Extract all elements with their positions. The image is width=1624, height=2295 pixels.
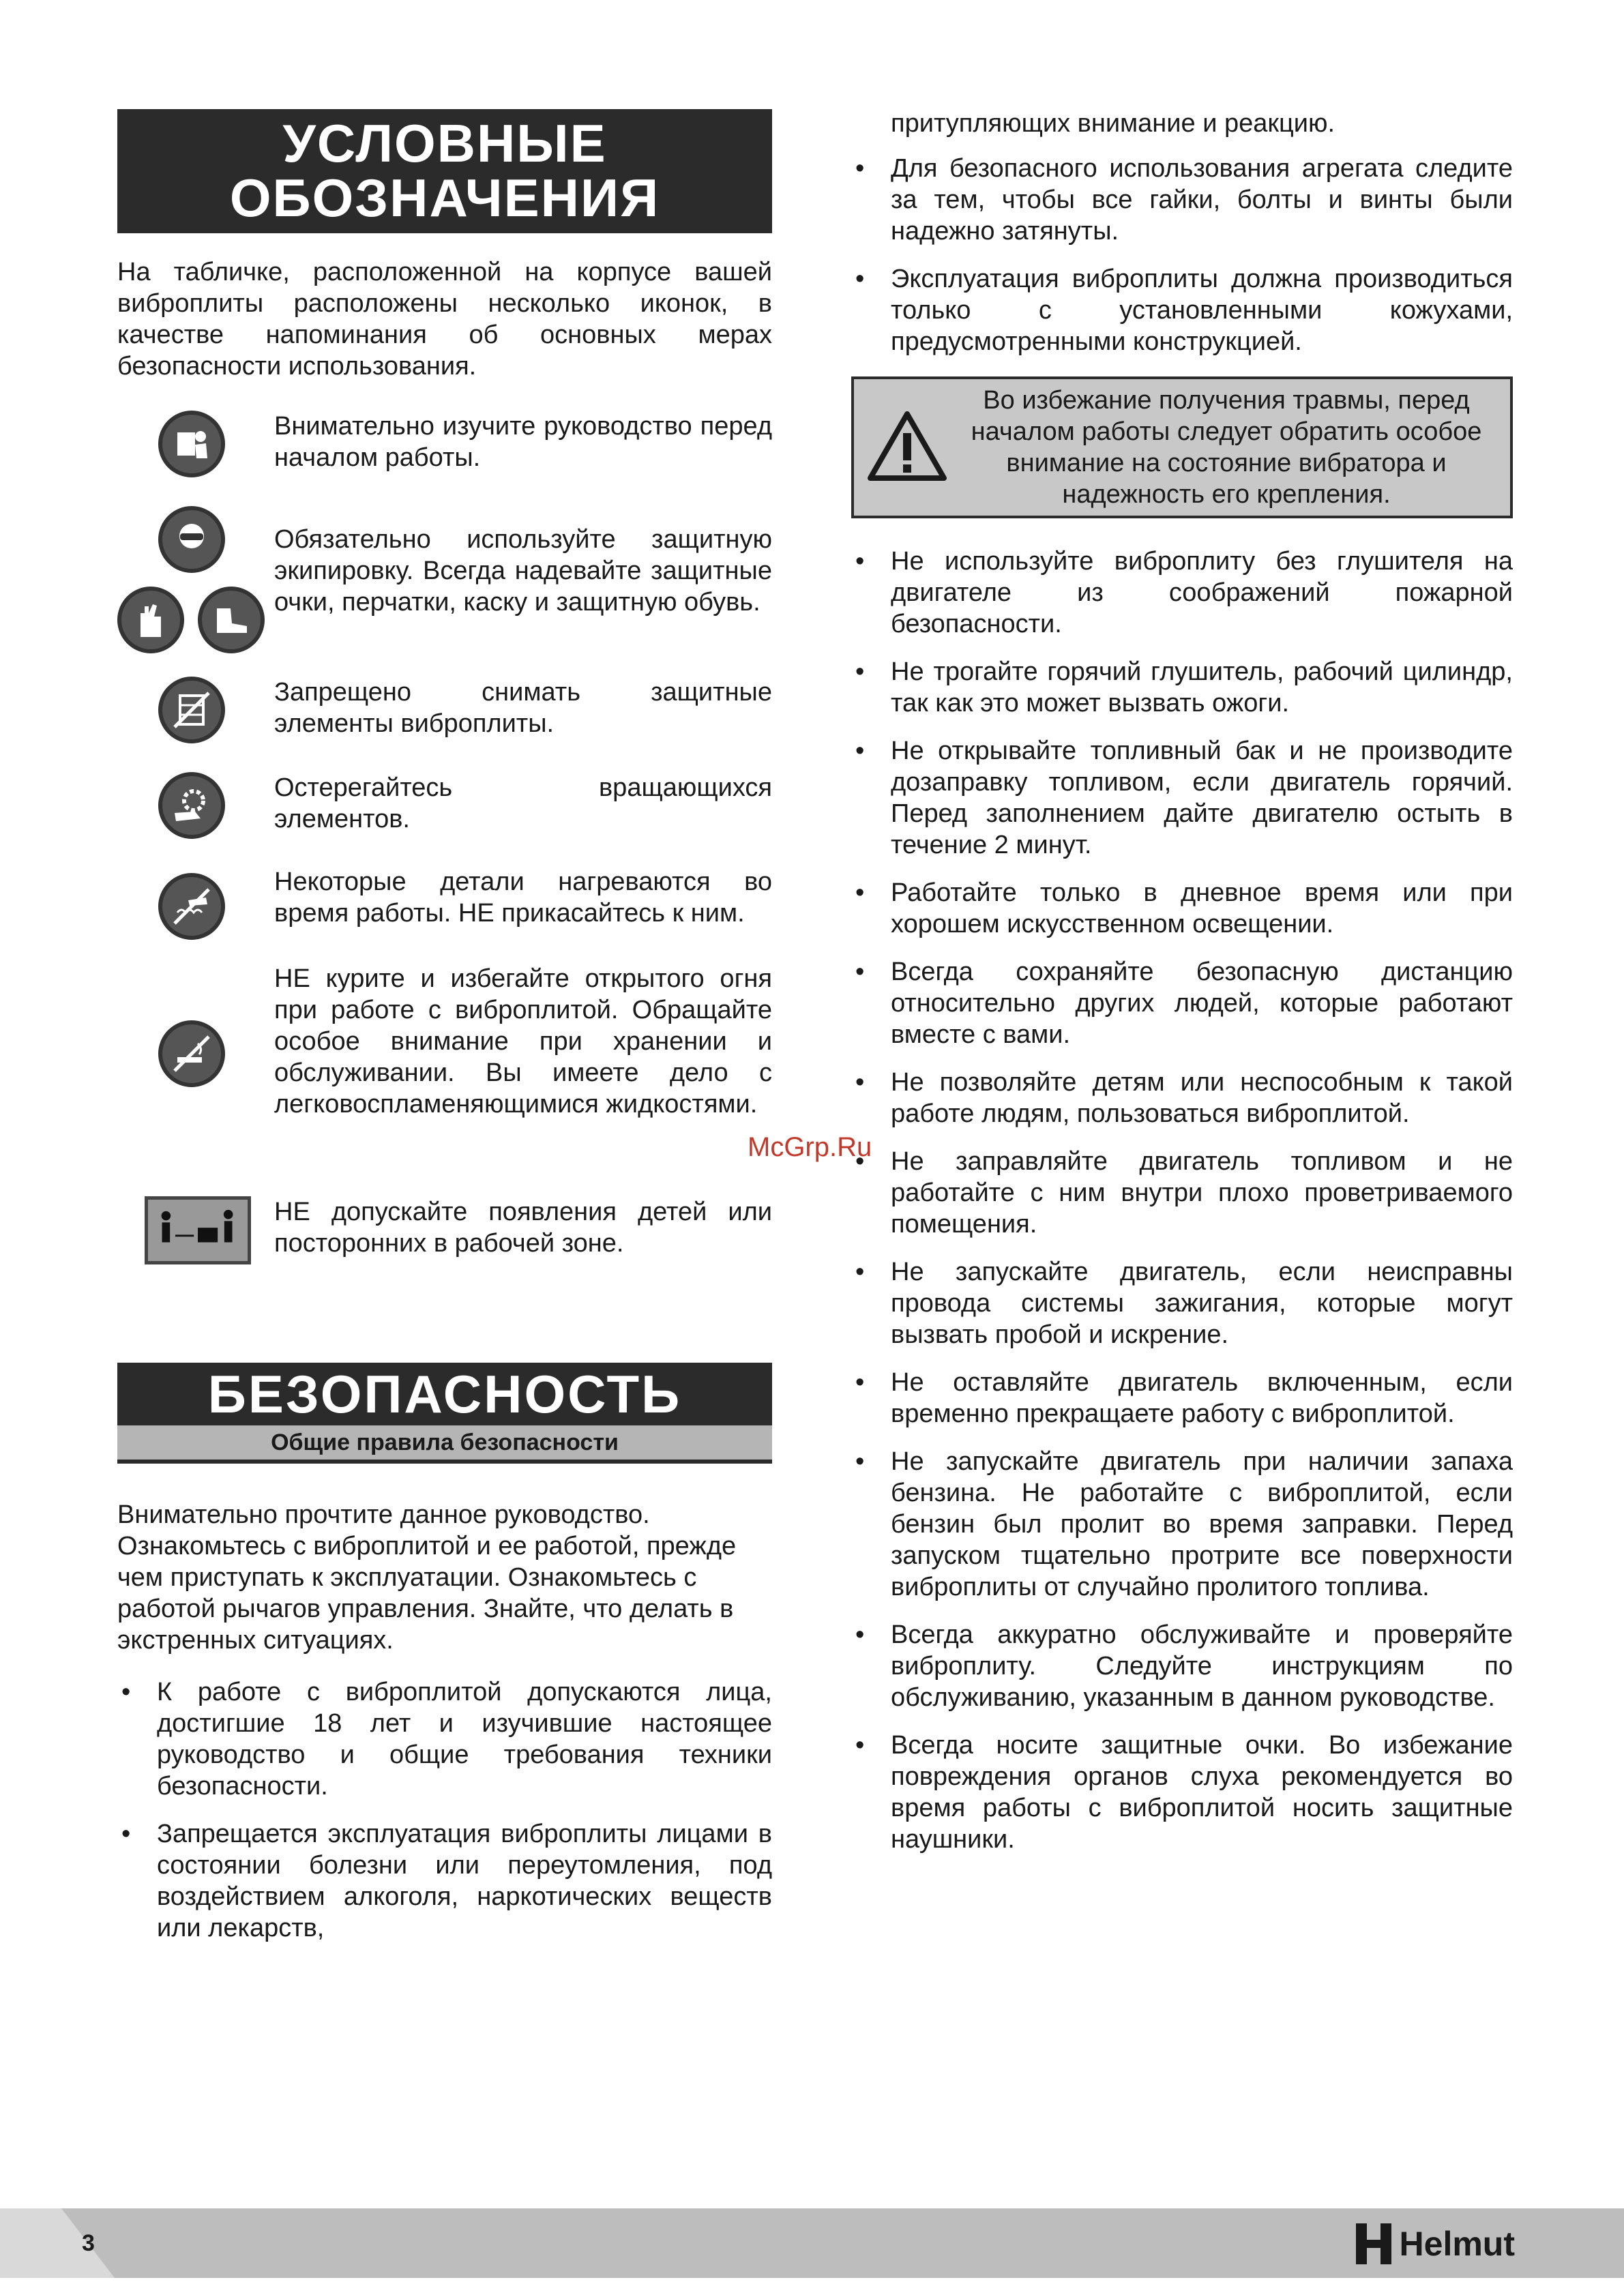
symbol-text: Остерегайтесь вращающихся элементов. [274,773,772,833]
safety-subtitle: Общие правила безопасности [117,1425,772,1464]
symbols-intro: На табличке, расположенной на корпусе вашей виброплиты расположены несколько иконок, в качестве напоминания об основных мерах безопасности использования. [117,258,772,381]
symbol-item [117,677,772,743]
list-item: • Не используйте виброплиту без глушителя на двигателе из соображений пожарной безопасности. [851,546,1513,640]
symbol-text: Внимательно изучите руководство перед началом работы. [274,412,772,472]
list-item: • Не открывайте топливный бак и не производите дозаправку топливом, если двигатель горячий. Перед заполнением дайте двигателю остыть в течение 2 минут. [851,735,1513,861]
brand-name: Helmut [1399,2225,1515,2263]
watermark: McGrp.Ru [748,1132,872,1162]
no-smoking-icon [158,1020,225,1087]
bullet-continuation: притупляющих внимание и реакцию. [891,109,1335,138]
list-item: • Не оставляйте двигатель включенным, если временно прекращаете работу с виброплитой. [851,1367,1513,1430]
list-item: • Не позволяйте детям или неспособным к такой работе людям, пользоваться виброплитой. [851,1067,1513,1129]
protective-equipment-icon [158,506,225,573]
left-column [117,109,772,1960]
list-item: • Эксплуатация виброплиты должна производиться только с установленными кожухами, предусмотренными конструкцией. [851,263,1513,357]
safety-left-bullets [117,1676,772,1944]
no-guard-removal-icon [158,677,225,743]
symbol-text: НЕ курите и избегайте открытого огня при работе с виброплитой. Обращайте особое внимание при хранении и обслуживании. Вы имеете дело с легковоспламеняющимися жидкостями. [274,964,772,1119]
symbol-item [117,866,772,940]
page-number: 3 [82,2230,95,2256]
safety-header [117,1363,772,1464]
warning-box [851,376,1513,518]
brand-mark-icon [1356,2223,1391,2264]
symbol-text: Запрещено снимать защитные элементы виброплиты. [274,678,772,738]
list-item: • К работе с виброплитой допускаются лица, достигшие 18 лет и изучившие настоящее руководство и общие требования техники безопасности. [117,1676,772,1802]
gloves-icon [117,587,184,653]
list-item: • Не запускайте двигатель, если неисправны провода системы зажигания, которые могут вызвать пробой и искрение. [851,1256,1513,1350]
safety-title: БЕЗОПАСНОСТЬ [117,1363,772,1425]
list-item: • Не запускайте двигатель при наличии запаха бензина. Не работайте с виброплитой, если бензин был пролит во время заправки. Перед запуском тщательно протрите все поверхности виброплиты от случайно пролитого топлива. [851,1446,1513,1603]
list-item: • Всегда сохраняйте безопасную дистанцию относительно других людей, которые работают вместе с вами. [851,956,1513,1050]
list-item: • Всегда носите защитные очки. Во избежание повреждения органов слуха рекомендуется во время работы с виброплитой носить защитные наушники. [851,1730,1513,1855]
hot-surface-icon [158,873,225,940]
list-item: • Для безопасного использования агрегата следите за тем, чтобы все гайки, болты и винты были надежно затянуты. [851,153,1513,247]
right-column [851,108,1513,1871]
symbol-item [117,772,772,839]
symbol-text: НЕ допускайте появления детей или посторонних в рабочей зоне. [274,1198,772,1258]
list-item: • Работайте только в дневное время или при хорошем искусственном освещении. [851,877,1513,940]
keep-distance-icon [145,1196,251,1264]
brand-logo [1356,2223,1515,2264]
symbol-text: Некоторые детали нагреваются во время работы. НЕ прикасайтесь к ним. [274,868,772,928]
rotating-parts-icon [158,772,225,839]
list-item: • Не трогайте горячий глушитель, рабочий цилиндр, так как это может вызвать ожоги. [851,656,1513,719]
list-item: • Всегда аккуратно обслуживайте и проверяйте виброплиту. Следуйте инструкциям по обслуживанию, указанным в данном руководстве. [851,1619,1513,1713]
symbol-item [117,506,772,656]
safety-right-bullets-top [851,153,1513,357]
list-item: • Запрещается эксплуатация виброплиты лицами в состоянии болезни или переутомления, под воздействием алкоголя, наркотических веществ или лекарств, [117,1818,772,1944]
warning-text: Во избежание получения травмы, перед началом работы следует обратить особое внимание на состояние вибратора и надежность его крепления. [971,386,1482,509]
page-footer [0,2208,1624,2278]
warning-triangle-icon [866,409,955,487]
safety-right-bullets [851,546,1513,1855]
safety-boots-icon [198,587,265,653]
page-number-box [0,2208,115,2278]
symbol-text: Обязательно используйте защитную экипировку. Всегда надевайте защитные очки, перчатки, каску и защитную обувь. [274,525,772,617]
list-item: • Не заправляйте двигатель топливом и не работайте с ним внутри плохо проветриваемого помещения. [851,1146,1513,1240]
read-manual-icon [158,411,225,477]
symbol-item [117,1196,772,1264]
symbols-title: УСЛОВНЫЕ ОБОЗНАЧЕНИЯ [117,109,772,233]
symbol-item [117,963,772,1120]
symbol-item [117,411,772,477]
safety-intro: Внимательно прочтите данное руководство. Ознакомьтесь с виброплитой и ее работой, прежде чем приступать к эксплуатации. Ознакомьтесь с работой рычагов управления. Знайте, что делать в экстренных ситуациях. [117,1500,737,1655]
